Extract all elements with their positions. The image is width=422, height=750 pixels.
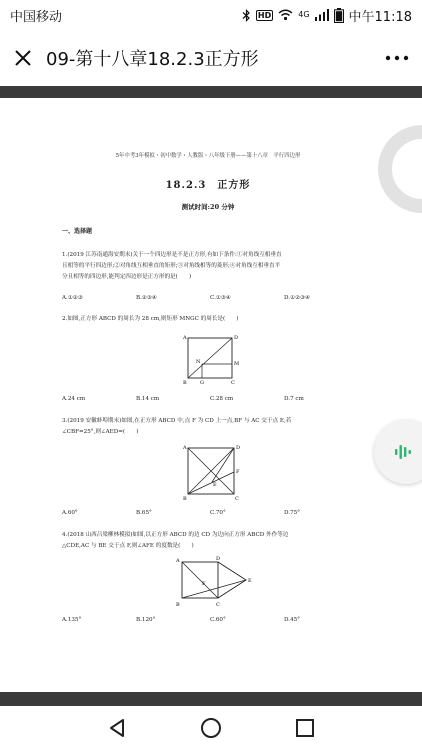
- question-1-option-b: B.②③④: [136, 295, 157, 301]
- status-bar: [0, 0, 422, 30]
- question-4-line-1: 4.(2018 山西吕梁柳林模拟)如图,以正方形 ABCD 的边 CD 为边向正方形 ABCD 外作等边: [62, 532, 289, 538]
- q3-label-b: B: [183, 496, 187, 502]
- question-2-option-d: D.7 cm: [284, 396, 304, 402]
- question-1-line-3: 分且相等的四边形,能判定四边形是正方形的是( ): [62, 274, 192, 280]
- page-title: 09-第十八章18.2.3正方形: [46, 49, 259, 70]
- voice-icon: [394, 443, 412, 461]
- home-circle-icon: [200, 717, 222, 739]
- running-header: 5年中考3年模拟・初中数学・人教版・八年级下册——第十八章 平行四边形: [115, 153, 301, 159]
- question-4-figure: [170, 556, 256, 612]
- signal-icon: [315, 9, 329, 21]
- floating-ring-button[interactable]: [378, 125, 422, 213]
- close-button[interactable]: [0, 30, 46, 86]
- question-1-option-d: D.①②③④: [284, 295, 311, 301]
- test-time: 测试时间:20 分钟: [181, 203, 235, 211]
- q3-label-e: E: [213, 482, 217, 488]
- q2-label-g: G: [200, 380, 204, 386]
- question-4-option-b: B.120°: [136, 617, 156, 623]
- question-3-line-1: 3.(2019 安徽蚌埠期末)如图,在正方形 ABCD 中,点 F 为 CD 上一点,BF 与 AC 交于点 E,若: [62, 418, 292, 424]
- q2-label-n: N: [196, 359, 201, 365]
- title-bar: [0, 30, 422, 86]
- recents-square-icon: [295, 718, 315, 738]
- q3-label-a: A: [183, 445, 187, 451]
- q2-label-a: A: [183, 335, 187, 341]
- question-4-line-2: △CDE,AC 与 BE 交于点 F,则∠AFE 的度数是( ): [62, 543, 194, 549]
- question-3-option-d: D.75°: [284, 510, 300, 516]
- recents-button[interactable]: [285, 708, 325, 748]
- question-2-line-1: 2.如图,正方形 ABCD 的周长为 28 cm,则矩形 MNGC 的周长是( ): [62, 316, 239, 322]
- network-type: 4G: [298, 10, 310, 19]
- question-2-option-a: A.24 cm: [62, 396, 86, 402]
- section-title: 18.2.3 正方形: [165, 180, 251, 191]
- question-3-figure: [176, 442, 246, 504]
- question-1-line-2: 且相等的平行四边形;②对角线互相垂直的矩形;③对角线相等的菱形;④对角线互相垂直平: [62, 263, 281, 269]
- home-button[interactable]: [191, 708, 231, 748]
- q2-label-c: C: [231, 380, 235, 386]
- question-1-line-1: 1.(2019 江苏南通海安期末)关于一个四边形是不是正方形,有如下条件:①对角线互相垂直: [62, 252, 282, 258]
- question-3-line-2: ∠CBF=25°,则∠AED=( ): [62, 429, 139, 435]
- q4-label-b: B: [176, 602, 180, 608]
- question-4-option-a: A.135°: [62, 617, 82, 623]
- clock: 中午11:18: [348, 9, 412, 25]
- hd-badge: HD: [257, 10, 272, 20]
- battery-icon: [334, 8, 344, 23]
- question-2-option-c: C.28 cm: [210, 396, 234, 402]
- back-button[interactable]: [97, 708, 137, 748]
- question-2-option-b: B.14 cm: [136, 396, 160, 402]
- bottom-divider-strip: [0, 692, 422, 706]
- question-3-option-c: C.70°: [210, 510, 226, 516]
- carrier-name: 中国移动: [10, 9, 63, 25]
- status-indicators: [242, 6, 412, 25]
- q4-label-f: F: [202, 581, 206, 587]
- part-title: 一、选择题: [62, 228, 93, 235]
- back-triangle-icon: [108, 718, 126, 738]
- q4-label-e: E: [248, 578, 252, 584]
- close-icon: [14, 49, 32, 67]
- more-icon: [385, 55, 409, 61]
- more-button[interactable]: [372, 30, 422, 86]
- q2-label-d: D: [234, 335, 239, 341]
- q3-label-c: C: [235, 496, 239, 502]
- q3-label-d: D: [236, 445, 241, 451]
- question-3-option-a: A.60°: [62, 510, 78, 516]
- q4-label-c: C: [216, 602, 220, 608]
- q2-label-m: M: [234, 361, 240, 367]
- top-divider-strip: [0, 86, 422, 98]
- bluetooth-icon: [242, 9, 251, 22]
- wifi-icon: [278, 9, 293, 21]
- document-viewer[interactable]: [0, 98, 422, 692]
- question-1-option-a: A.①②③: [62, 295, 83, 301]
- question-3-option-b: B.65°: [136, 510, 152, 516]
- question-4-option-c: C.60°: [210, 617, 226, 623]
- question-1-option-c: C.①③④: [210, 295, 231, 301]
- q4-label-d: D: [216, 556, 221, 562]
- q3-label-f: F: [236, 469, 240, 475]
- system-nav-bar: [0, 706, 422, 750]
- document-page: [58, 98, 358, 692]
- q2-label-b: B: [183, 380, 187, 386]
- question-2-figure: [176, 332, 246, 386]
- q4-label-a: A: [176, 558, 180, 564]
- question-4-option-d: D.45°: [284, 617, 300, 623]
